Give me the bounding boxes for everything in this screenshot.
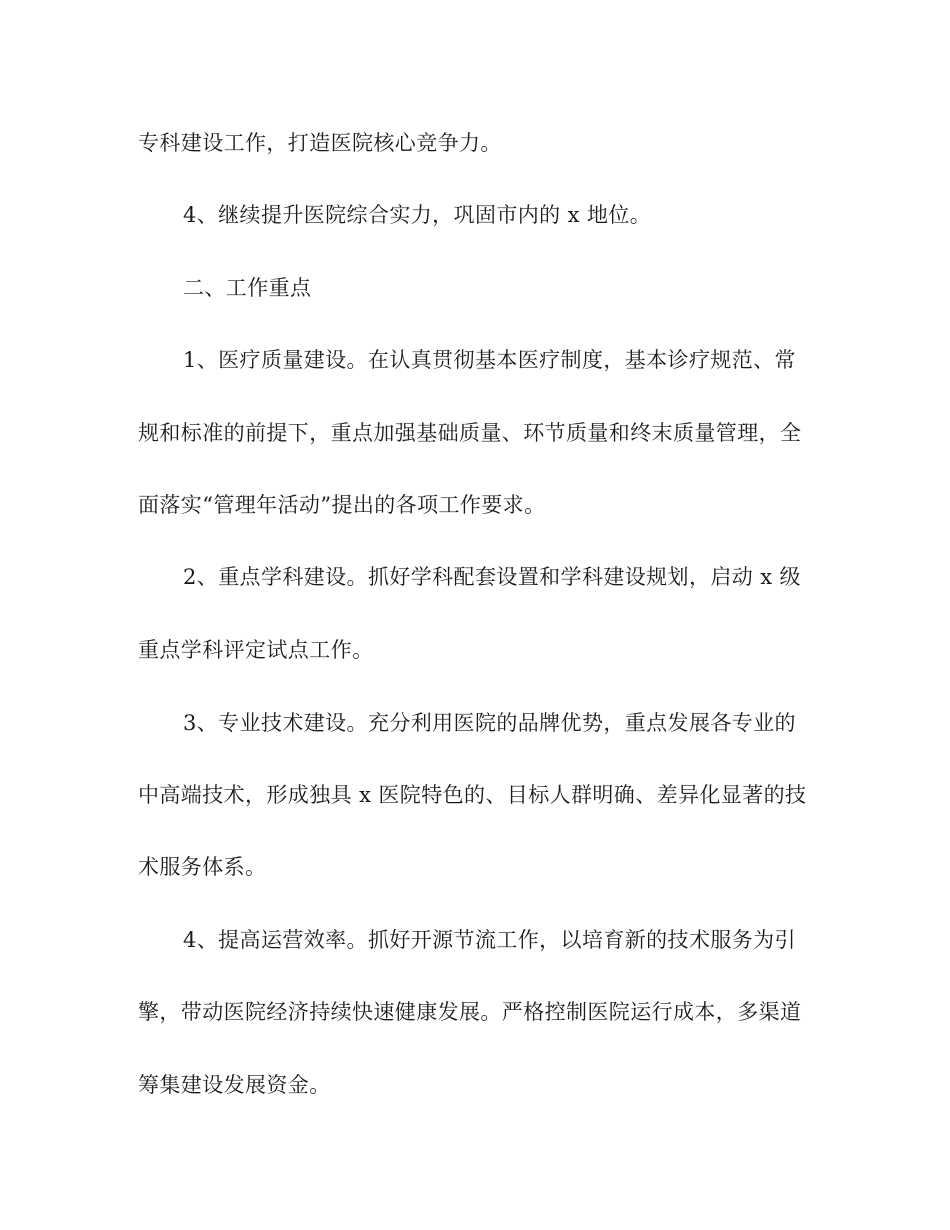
- text-line: 中高端技术，形成独具 x 医院特色的、目标人群明确、差异化显著的技: [138, 783, 807, 807]
- text-line: 专科建设工作，打造医院核心竞争力。: [138, 131, 502, 155]
- list-item-2-key-disciplines: 2、重点学科建设。抓好学科配套设置和学科建设规划，启动 x 级: [183, 565, 801, 589]
- text-line: 规和标准的前提下，重点加强基础质量、环节质量和终末质量管理，全: [138, 421, 802, 445]
- list-item-4-operating-efficiency: 4、提高运营效率。抓好开源节流工作，以培育新的技术服务为引: [183, 928, 796, 952]
- text-line: 术服务体系。: [138, 855, 267, 879]
- list-item-4-continue-strength: 4、继续提升医院综合实力，巩固市内的 x 地位。: [183, 203, 652, 227]
- text-line: 擎，带动医院经济持续快速健康发展。严格控制医院运行成本，多渠道: [138, 1000, 802, 1024]
- list-item-3-technical-construction: 3、专业技术建设。充分利用医院的品牌优势，重点发展各专业的: [183, 711, 796, 735]
- text-line: 重点学科评定试点工作。: [138, 638, 374, 662]
- text-line: 筹集建设发展资金。: [138, 1073, 331, 1097]
- list-item-1-medical-quality: 1、医疗质量建设。在认真贯彻基本医疗制度，基本诊疗规范、常: [183, 348, 796, 372]
- text-line: 面落实“管理年活动”提出的各项工作要求。: [138, 493, 546, 517]
- section-heading-work-focus: 二、工作重点: [183, 276, 312, 300]
